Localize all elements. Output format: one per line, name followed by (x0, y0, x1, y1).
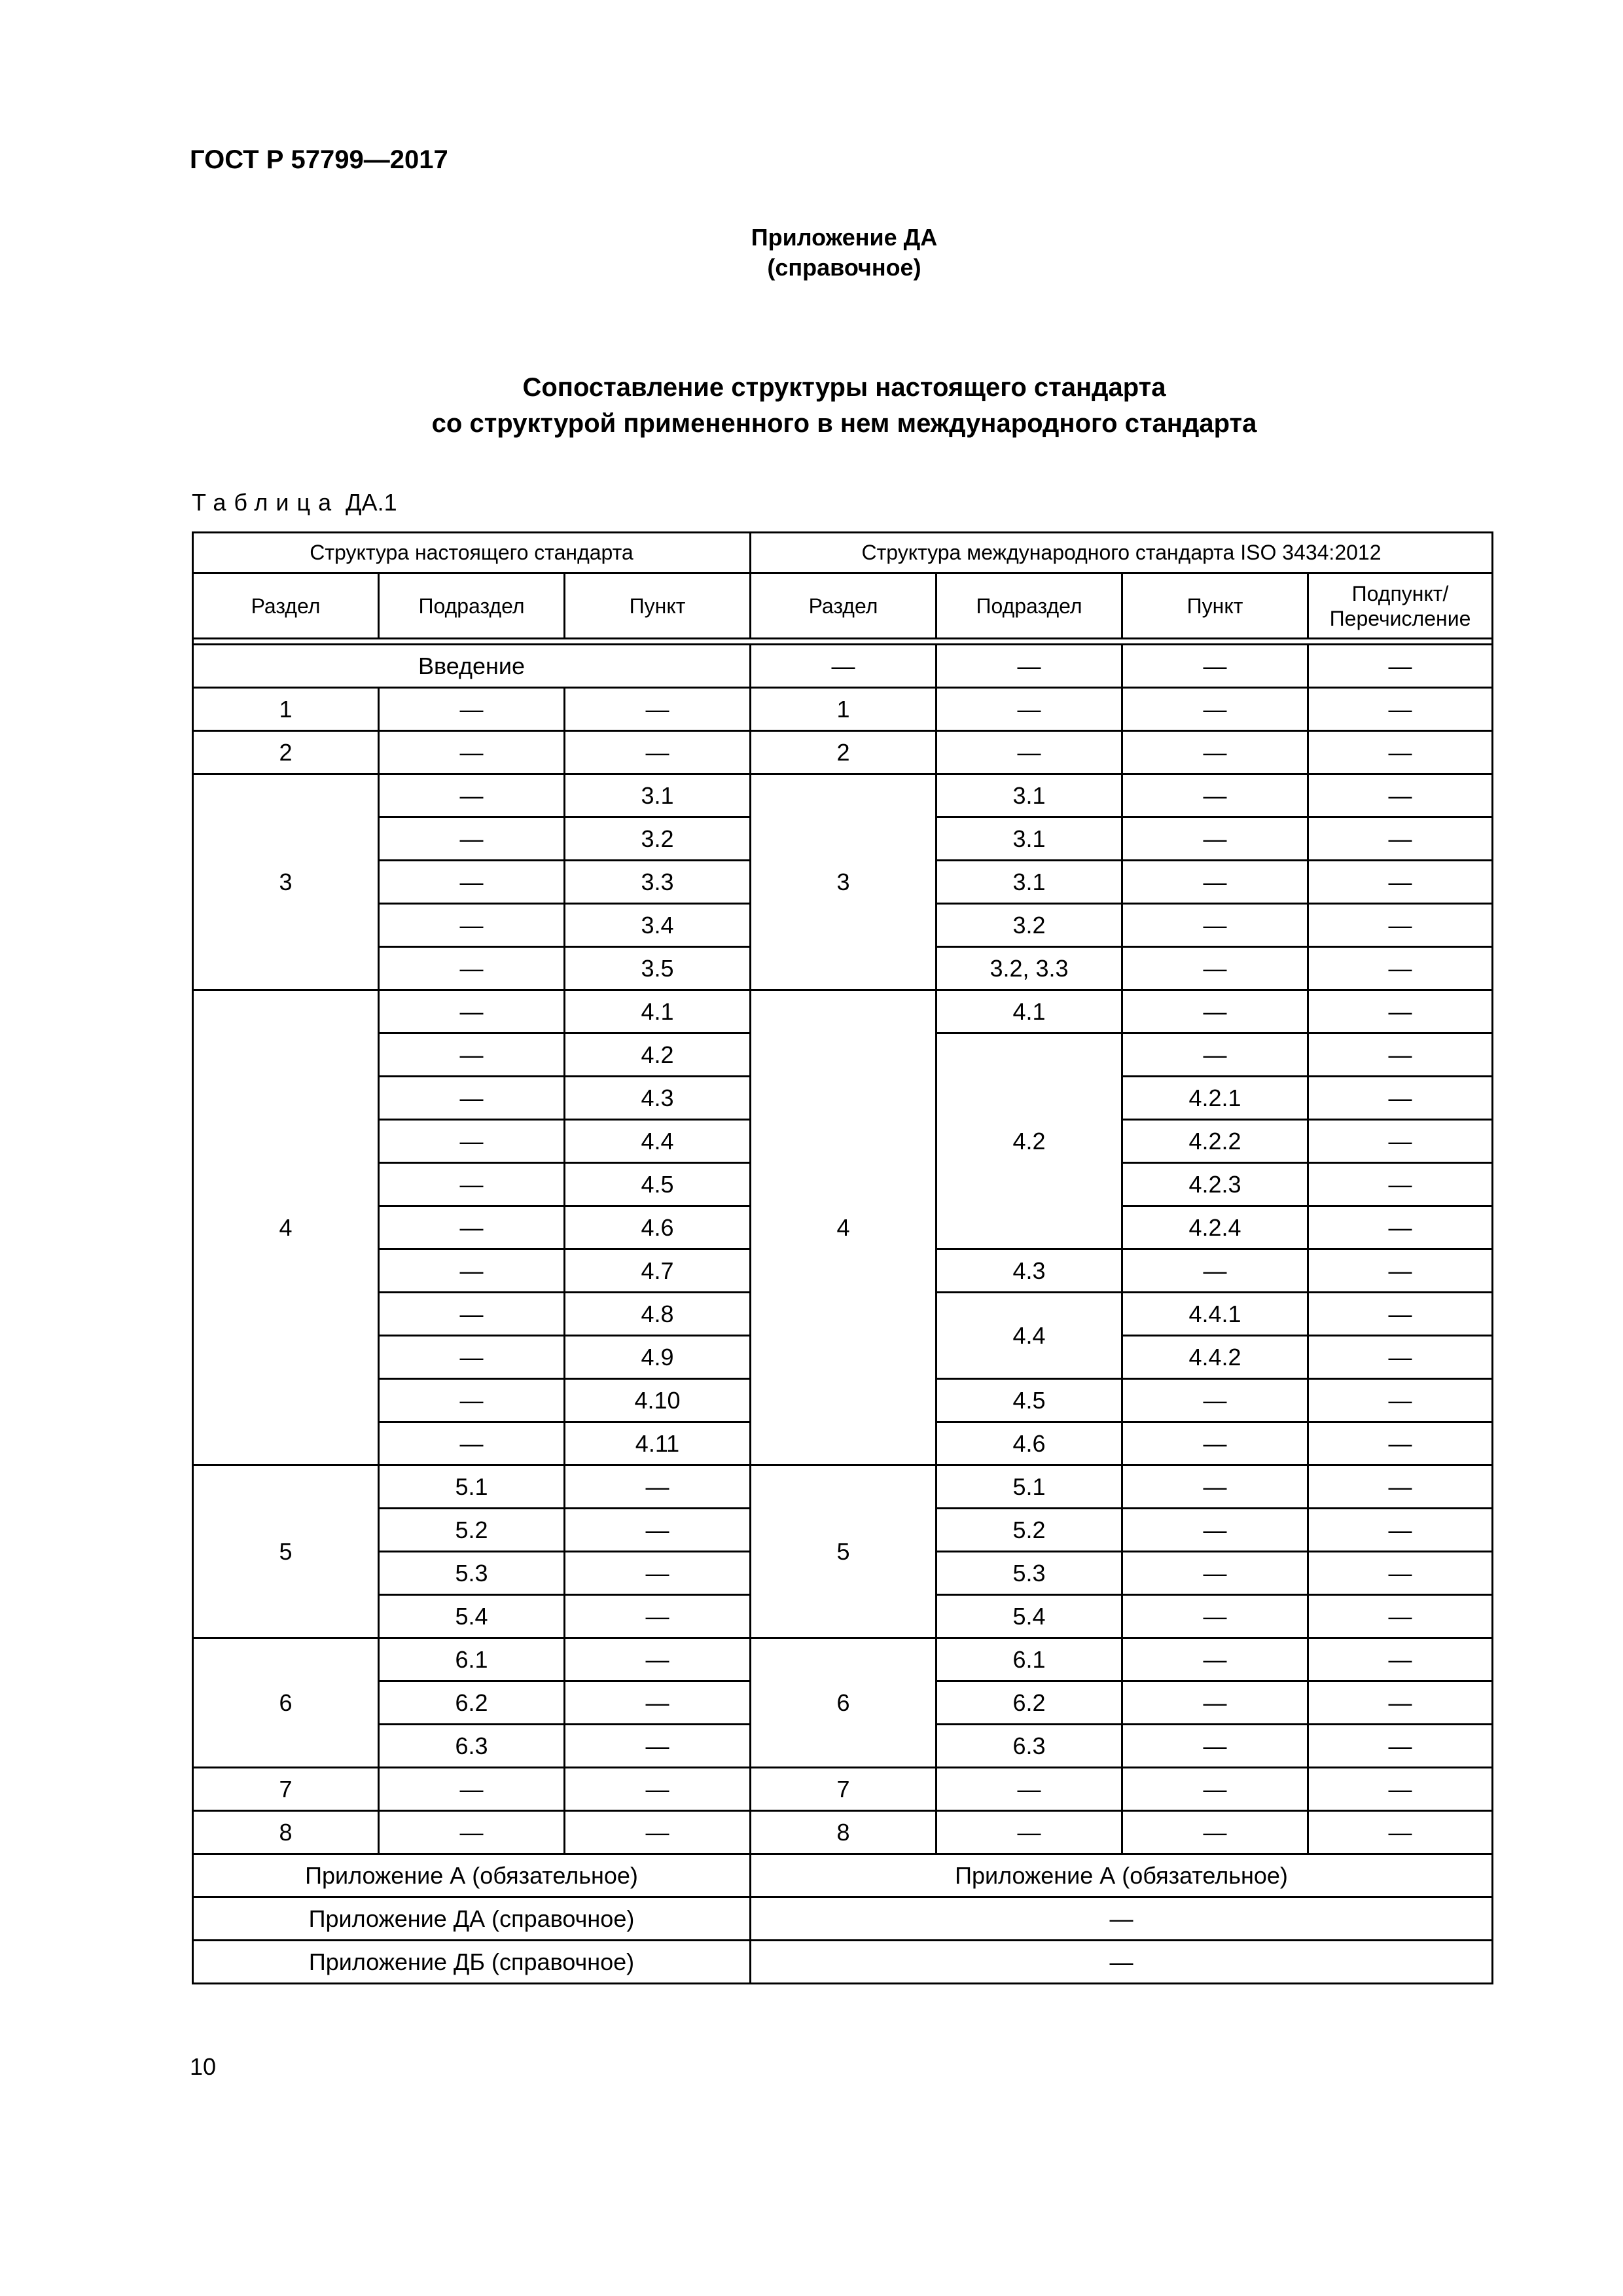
table-cell: — (1122, 1509, 1308, 1552)
table-cell: — (1122, 904, 1308, 947)
table-cell: — (565, 1725, 751, 1768)
table-cell: — (1308, 645, 1493, 688)
table-cell: — (1122, 1552, 1308, 1595)
table-cell: 3.2 (936, 904, 1122, 947)
table-cell: 6 (193, 1638, 379, 1768)
table-cell: 4.4.1 (1122, 1293, 1308, 1336)
table-group-header-row (193, 533, 1493, 573)
table-caption-id: ДА.1 (346, 489, 397, 516)
table-caption-word: Таблица (192, 489, 340, 516)
table-cell: — (1122, 774, 1308, 817)
table-cell: — (1308, 1811, 1493, 1854)
table-cell: 5 (193, 1465, 379, 1638)
table-row (193, 1941, 1493, 1984)
group-header-national: Структура настоящего стандарта (193, 533, 751, 573)
table-cell: — (1308, 1249, 1493, 1293)
table-cell: — (565, 1811, 751, 1854)
table-cell: — (379, 1206, 565, 1249)
table-cell: — (1308, 1163, 1493, 1206)
table-cell: 3.3 (565, 861, 751, 904)
table-cell: — (751, 645, 936, 688)
table-cell: — (565, 688, 751, 731)
table-cell: — (1308, 947, 1493, 990)
table-cell: 6.3 (936, 1725, 1122, 1768)
table-cell: 4.4.2 (1122, 1336, 1308, 1379)
table-cell: — (1122, 1379, 1308, 1422)
table-cell: — (1308, 1336, 1493, 1379)
table-cell: — (565, 1595, 751, 1638)
table-cell: Приложение А (обязательное) (751, 1854, 1493, 1897)
table-cell: Введение (193, 645, 751, 688)
table-cell: 3.4 (565, 904, 751, 947)
table-cell: — (1308, 731, 1493, 774)
table-cell: 6.2 (936, 1681, 1122, 1725)
column-header: Подраздел (379, 573, 565, 639)
table-cell: 4 (751, 990, 936, 1465)
table-cell: 7 (751, 1768, 936, 1811)
column-header (1308, 573, 1493, 639)
table-cell: — (379, 817, 565, 861)
annex-title: Приложение ДА (751, 224, 938, 251)
table-cell: — (1122, 817, 1308, 861)
table-cell: Приложение А (обязательное) (193, 1854, 751, 1897)
table-cell: 4.3 (936, 1249, 1122, 1293)
table-cell: — (1122, 990, 1308, 1033)
table-cell: — (379, 774, 565, 817)
table-cell: 2 (751, 731, 936, 774)
table-cell: — (751, 1897, 1493, 1941)
table-cell: — (1122, 1725, 1308, 1768)
table-cell: — (1308, 1768, 1493, 1811)
table-cell: — (1308, 1033, 1493, 1077)
table-cell: 5.1 (936, 1465, 1122, 1509)
table-cell: — (1122, 1033, 1308, 1077)
table-cell: 3.2, 3.3 (936, 947, 1122, 990)
table-row (193, 731, 1493, 774)
table-cell: 4 (193, 990, 379, 1465)
table-cell: 4.5 (936, 1379, 1122, 1422)
table-cell: — (1122, 1595, 1308, 1638)
table-cell: — (565, 731, 751, 774)
page-title-line-1: Сопоставление структуры настоящего стандарта (522, 373, 1166, 402)
table-cell: Приложение ДА (справочное) (193, 1897, 751, 1941)
table-cell: 4.4 (565, 1120, 751, 1163)
table-cell: 4.8 (565, 1293, 751, 1336)
table-cell: — (1308, 1379, 1493, 1422)
table-cell: 3.1 (936, 817, 1122, 861)
table-cell: — (1308, 1509, 1493, 1552)
table-cell: — (379, 861, 565, 904)
table-cell: 3.1 (936, 861, 1122, 904)
table-cell: — (565, 1768, 751, 1811)
table-cell: — (1122, 1638, 1308, 1681)
page-title (0, 370, 1623, 442)
table-row (193, 990, 1493, 1033)
table-cell: 5.3 (379, 1552, 565, 1595)
table-cell: — (565, 1638, 751, 1681)
table-row (193, 688, 1493, 731)
table-cell: — (1308, 774, 1493, 817)
structure-comparison-table (192, 531, 1493, 1984)
table-cell: 5.2 (936, 1509, 1122, 1552)
table-cell: — (1308, 1595, 1493, 1638)
table-cell: — (1308, 1552, 1493, 1595)
table-cell: — (379, 904, 565, 947)
table-row (193, 1854, 1493, 1897)
table-cell: — (1308, 904, 1493, 947)
table-cell: — (379, 990, 565, 1033)
table-cell: — (1308, 1681, 1493, 1725)
table-cell: 6.1 (379, 1638, 565, 1681)
table-cell: 3.5 (565, 947, 751, 990)
table-cell: — (379, 1379, 565, 1422)
table-cell: 1 (193, 688, 379, 731)
table-cell: 4.6 (936, 1422, 1122, 1465)
table-cell: 5.2 (379, 1509, 565, 1552)
table-cell: — (379, 1422, 565, 1465)
table-cell: 8 (751, 1811, 936, 1854)
table-cell: Приложение ДБ (справочное) (193, 1941, 751, 1984)
document-code: ГОСТ Р 57799—2017 (190, 145, 448, 174)
table-cell: 6 (751, 1638, 936, 1768)
page-title-line-2: со структурой примененного в нем международного стандарта (431, 409, 1257, 438)
table-cell: 4.3 (565, 1077, 751, 1120)
table-cell: 5.3 (936, 1552, 1122, 1595)
table-cell: — (379, 1163, 565, 1206)
table-cell: — (379, 1033, 565, 1077)
table-cell: 7 (193, 1768, 379, 1811)
table-row (193, 645, 1493, 688)
table-cell: 3.1 (936, 774, 1122, 817)
table-cell: — (379, 1293, 565, 1336)
table-cell: 3 (751, 774, 936, 990)
table-cell: 4.10 (565, 1379, 751, 1422)
table-cell: — (379, 1811, 565, 1854)
table-cell: 4.2.2 (1122, 1120, 1308, 1163)
table-cell: — (1122, 947, 1308, 990)
table-cell: — (379, 1077, 565, 1120)
header-separator (193, 639, 1493, 645)
table-cell: 4.1 (565, 990, 751, 1033)
table-cell: — (1308, 1638, 1493, 1681)
column-header-line: Перечисление (1329, 606, 1471, 630)
table-cell: — (1308, 1120, 1493, 1163)
table-cell: — (379, 1120, 565, 1163)
table-cell: — (379, 1336, 565, 1379)
column-header: Пункт (565, 573, 751, 639)
table-cell: 6.1 (936, 1638, 1122, 1681)
table-cell: — (1308, 861, 1493, 904)
table-cell: — (1122, 1249, 1308, 1293)
table-cell: — (1122, 688, 1308, 731)
table-cell: — (565, 1509, 751, 1552)
table-cell: 4.2.3 (1122, 1163, 1308, 1206)
table-cell: — (379, 1768, 565, 1811)
group-header-international: Структура международного стандарта ISO 3434:2012 (751, 533, 1493, 573)
table-cell: — (1122, 645, 1308, 688)
table-cell: — (1122, 1768, 1308, 1811)
table-cell: — (379, 1249, 565, 1293)
annex-heading (0, 223, 1623, 283)
table-row (193, 774, 1493, 817)
table-cell: — (1122, 1465, 1308, 1509)
table-cell: 3.2 (565, 817, 751, 861)
table-cell: 1 (751, 688, 936, 731)
table-cell: 4.4 (936, 1293, 1122, 1379)
table-cell: — (1122, 731, 1308, 774)
table-cell: — (379, 947, 565, 990)
table-cell: 5.4 (379, 1595, 565, 1638)
table-cell: 4.2.1 (1122, 1077, 1308, 1120)
table-cell: — (379, 688, 565, 731)
table-cell: 6.2 (379, 1681, 565, 1725)
table-cell: — (1122, 1422, 1308, 1465)
table-cell: — (1308, 1422, 1493, 1465)
table-caption (192, 489, 397, 516)
table-cell: — (936, 688, 1122, 731)
column-header: Раздел (751, 573, 936, 639)
page-number: 10 (190, 2053, 217, 2080)
table-cell: 4.9 (565, 1336, 751, 1379)
table-cell: 4.1 (936, 990, 1122, 1033)
table-cell: — (565, 1465, 751, 1509)
table-cell: — (1308, 817, 1493, 861)
table-cell: 2 (193, 731, 379, 774)
table-cell: 4.11 (565, 1422, 751, 1465)
table-cell: — (565, 1552, 751, 1595)
table-cell: 3 (193, 774, 379, 990)
table-cell: — (1308, 990, 1493, 1033)
table-row (193, 1768, 1493, 1811)
column-header-line: Подпункт/ (1351, 581, 1449, 605)
table-cell: 8 (193, 1811, 379, 1854)
table-cell: 4.2 (936, 1033, 1122, 1249)
table-cell: — (1308, 1725, 1493, 1768)
table-cell: — (1308, 1077, 1493, 1120)
table-row (193, 1638, 1493, 1681)
table-row (193, 1811, 1493, 1854)
column-header: Раздел (193, 573, 379, 639)
table-cell: — (379, 731, 565, 774)
table-cell: 4.7 (565, 1249, 751, 1293)
table-cell: 5.4 (936, 1595, 1122, 1638)
table-cell: — (1122, 1811, 1308, 1854)
column-header: Подраздел (936, 573, 1122, 639)
table-cell: — (936, 1768, 1122, 1811)
table-cell: — (936, 1811, 1122, 1854)
table-cell: 3.1 (565, 774, 751, 817)
table-cell: — (751, 1941, 1493, 1984)
table-cell: — (1308, 1465, 1493, 1509)
table-cell: — (1122, 861, 1308, 904)
table-cell: — (1308, 1293, 1493, 1336)
table-row (193, 1897, 1493, 1941)
table-cell: 4.2.4 (1122, 1206, 1308, 1249)
table-cell: 5 (751, 1465, 936, 1638)
table-row (193, 1465, 1493, 1509)
table-column-header-row (193, 573, 1493, 639)
column-header: Пункт (1122, 573, 1308, 639)
table-cell: 5.1 (379, 1465, 565, 1509)
annex-subtitle: (справочное) (767, 254, 921, 281)
table-cell: — (936, 731, 1122, 774)
table-cell: — (1308, 1206, 1493, 1249)
table-cell: — (565, 1681, 751, 1725)
table-cell: 4.5 (565, 1163, 751, 1206)
table-cell: 6.3 (379, 1725, 565, 1768)
table-cell: — (1308, 688, 1493, 731)
table-cell: 4.2 (565, 1033, 751, 1077)
table-cell: — (1122, 1681, 1308, 1725)
table-cell: 4.6 (565, 1206, 751, 1249)
table-cell: — (936, 645, 1122, 688)
